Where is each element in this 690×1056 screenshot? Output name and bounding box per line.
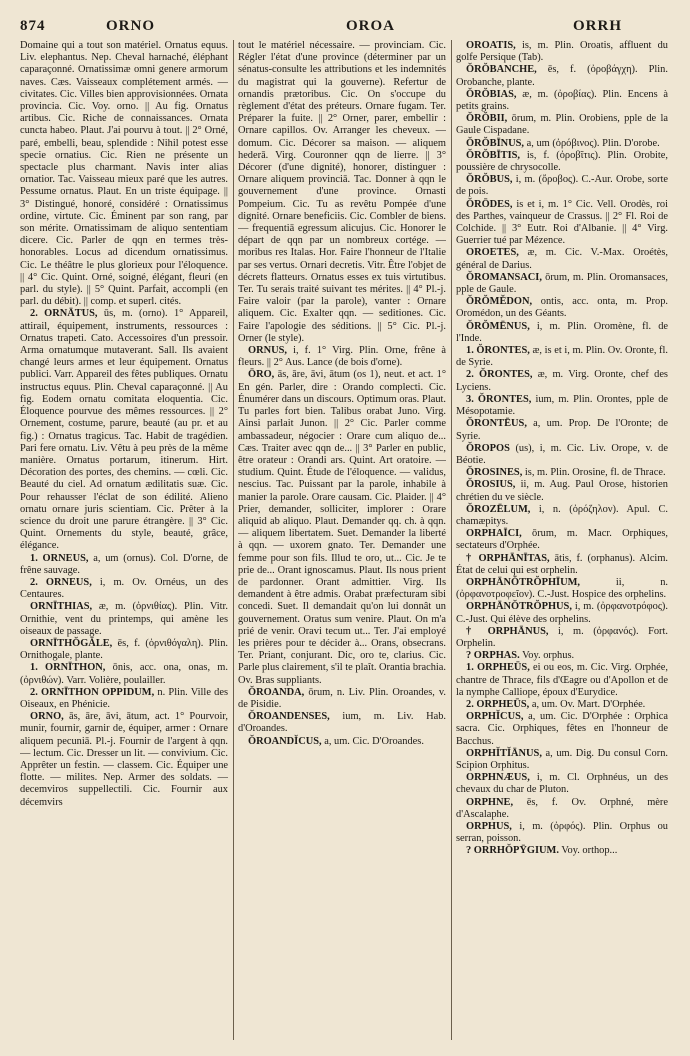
entry-headword: ORPHUS, (466, 821, 512, 832)
dictionary-entry (456, 845, 668, 857)
entry-headword: ŎRŎBII, (466, 113, 508, 125)
entry-headword: 2. ORNĀTUS, (30, 308, 98, 320)
columns (20, 40, 674, 1052)
dictionary-entry (20, 577, 228, 601)
entry-headword: ? ORRHŎPȲGIUM. (466, 845, 559, 857)
entry-definition: æ, m. (ὀρνιθίας). Plin. Vitr. Ornithie, vent du printemps, qui amène les oiseaux de passage. (20, 601, 228, 637)
dictionary-entry (20, 662, 228, 686)
entry-headword: ŎROANDĬCUS, (248, 735, 322, 747)
entry-headword: ŎRŌDES, (466, 198, 513, 210)
running-header (20, 14, 674, 36)
entry-definition: Voy. orphus. (522, 650, 575, 662)
dictionary-entry (238, 687, 446, 711)
entry-definition: i, m. Ov. Ornéus, un des Centaures. (20, 576, 228, 601)
entry-definition: ās, āre, āvi, ātum (os 1), neut. et act. 1° En gén. Parler, dire : Orando complecti. Cic. Énumérer dans un discours. Optimum oras. Plaut. Tu parles fort bien. Talibus orabat Juno. Virg. Ainsi parlait Junon. || 2° Cic. Parler comme ambassadeur, négocier : Orare cum aliquo de... Cæs. Traiter avec qqn de... || 3° Parler en public, être orateur : Orandi ars. Quint. Art oratoire. — studium. Quint. Étude de l'éloquence. — validus, nescius. Tac. Puissant par la parole, inhabile à manier la parole. Orare causam. Cic. Plaider. || 4° Prier, demander, solliciter, implorer : Orare aliquid ab aliquo. Plaut. Demander qq. ch. à qqn. — aliquem libertatem. Suet. Demander la liberté à qqn. — uxorem gnato. Ter. Demander une femme pour son fils. Illud te oro, ut... Cic. Je te prie de... Orant ignoscamus. Plaut. Ils nous prient de pardonner. Orant admittier. Virg. Ils demandent à être admis. Orabat præfecturam sibi concedi. Suet. Il demandait qu'on lui donnât un gouvernement. Oratus sum venire. Plaut. On m'a prié de venir. Oravi tecum ut... Ter. J'ai employé les prières pour te décider à... Orans, obsecrans. Ter. Priant, conjurant. Dic, oro te, clarius. Cic. Parle plus clairement, s'il te plaît. Orantia brachia. Ov. Bras suppliants. (238, 369, 446, 686)
entry-definition: ium, m. Plin. Orontes, pple de Mésopotamie. (456, 393, 668, 418)
entry-definition: n. Plin. Ville des Oiseaux, en Phénicie. (20, 686, 228, 710)
entry-definition: i, m. Plin. Oromène, fl. de l'Inde. (456, 320, 668, 344)
entry-definition: æ, m. Virg. Oronte, chef des Lyciens. (456, 369, 668, 393)
dictionary-entry (20, 711, 228, 809)
entry-headword: ORPHĀNŎTRŎPHUS, (466, 601, 572, 613)
entry-headword: ŎRONTĒUS, (466, 418, 527, 430)
dictionary-entry (456, 64, 668, 88)
header-center-guideword: OROA (346, 18, 395, 34)
entry-headword: ŎROANDA, (248, 686, 305, 698)
entry-headword: ŎROPOS (466, 442, 510, 454)
dictionary-entry (456, 748, 668, 772)
dictionary-entry (456, 199, 668, 248)
dictionary-entry (456, 577, 668, 601)
entry-headword: ŎRŎBANCHE, (466, 64, 537, 76)
entry-definition: ei ou eos, m. Cic. Virg. Orphée, chantre de Thrace, fils d'Œagre ou d'Apollon et de la nymphe Calliope, époux d'Eurydice. (456, 662, 668, 698)
dictionary-entry (456, 296, 668, 320)
dictionary-entry (20, 553, 228, 577)
dictionary-entry (456, 369, 668, 393)
entry-headword: ŎRŎBUS, (466, 174, 513, 186)
entry-headword: 2. ORNĪTHON OPPIDUM, (30, 686, 155, 698)
column-rule (451, 40, 452, 1040)
entry-headword: ŎROZĒLUM, (466, 503, 531, 515)
entry-headword: ORPHNE, (466, 796, 514, 808)
entry-definition: is, m. Plin. Oroatis, affluent du golfe Persique (Tab). (456, 40, 668, 64)
dictionary-entry (456, 662, 668, 699)
column-1 (20, 40, 228, 1052)
dictionary-entry (238, 345, 446, 369)
entry-headword: † ORPHĀNUS, (466, 625, 549, 637)
entry-headword: ORNUS, (248, 345, 287, 357)
entry-headword: ORPHNÆUS, (466, 772, 530, 784)
column-3 (456, 40, 668, 1052)
entry-headword: ORPHĬCUS, (466, 711, 524, 723)
dictionary-entry (238, 369, 446, 686)
entry-headword: 3. ŎRONTES, (466, 393, 532, 405)
entry-definition: æ, m. (ὀροβίας). Plin. Encens à petits grains. (456, 88, 668, 113)
dictionary-entry (456, 528, 668, 552)
entry-definition: i, m. Cl. Orphnéus, un des chevaux du char de Pluton. (456, 772, 668, 796)
entry-headword: 2. ŎRONTES, (466, 369, 533, 381)
entry-definition: a, um. Cic. D'Orphée : Orphica sacra. Cic. Orphiques, fêtes en l'honneur de Bacchus. (456, 711, 668, 747)
dictionary-entry (456, 321, 668, 345)
entry-definition: a, um. Prop. De l'Oronte; de Syrie. (456, 418, 668, 442)
header-right-guideword: ORRH (573, 18, 622, 34)
entry-headword: ORPHĬTĬĀNUS, (466, 747, 542, 759)
dictionary-entry (456, 601, 668, 625)
dictionary-entry (20, 308, 228, 552)
entry-definition: ōnis, acc. ona, onas, m. (ὀρνιθών). Varr. Volière, poulailler. (20, 662, 228, 686)
entry-definition: ēs, f. (ὀροβάγχη). Plin. Orobanche, plante. (456, 64, 668, 88)
dictionary-entry (456, 138, 668, 150)
dictionary-entry (456, 467, 668, 479)
entry-definition: i, m. (ὀρφανοτρόφος). C.-Just. Qui élève des orphelins. (456, 601, 668, 625)
entry-definition: i, f. 1° Virg. Plin. Orne, frêne à fleurs. || 2° Aus. Lance (de bois d'orne). (238, 345, 446, 369)
dictionary-entry (456, 479, 668, 503)
entry-definition: ēs, f. Ov. Orphné, mère d'Ascalaphe. (456, 796, 668, 820)
entry-definition: tout le matériel nécessaire. — provinciam. Cic. Régler l'état d'une province (déterminer par un sénatus-consulte les attributions et les indemnités du magistrat qui la gouverne). Refertur de ornandis prætoribus. Cic. On s'occupe du règlement d'état des préteurs. Ornare fugam. Ter. Préparer la fuite. || 2° Orner, parer, embellir : Ornare capillos. Ov. Arranger les cheveux. — domum. Cic. Décorer sa maison. — aliquem hederā. Virg. Couronner qqn de lierre. || 3° Décorer (d'une dignité), honorer, distinguer : Ornare aliquem provinciā. Tac. Donner à qqn le gouvernement d'une province. Ornasti Pompeium. Cic. Tu as revêtu Pompée d'une dignité. Ornare beneficiis. Cic. Combler de biens. — frequentiā egressum alicujus. Cic. Honorer le départ de qqn par un nombreux cortége. — moribus res Italas. Hor. Faire l'honneur de l'Italie par ses vertus. Ornari decretis. Vitr. Être l'objet de décrets flatteurs. Ornatus esses ex tuis virtutibus. Ter. Tu serais traité suivant tes mérites. || 4° Pl.-j. Faire valoir (par la parole), vanter : Ornare aliquem. Cic. Exalter qqn. — seditiones. Cic. Faire l'apologie des séditions. || 5° Cic. Pl.-j. Orner (le style). (238, 40, 446, 344)
entry-definition: i, n. (ὀρόζηλον). Apul. C. chamæpitys. (456, 503, 668, 527)
entry-headword: 1. ORPHEŪS, (466, 662, 530, 674)
entry-headword: OROETES, (466, 247, 519, 259)
dictionary-entry (238, 40, 446, 345)
entry-definition: ontis, acc. onta, m. Prop. Oromédon, un des Géants. (456, 296, 668, 320)
entry-definition: i, m. (ὀρφός). Plin. Orphus ou serran, poisson. (456, 821, 668, 845)
dictionary-entry (456, 394, 668, 418)
entry-definition: ōrum, m. Plin. Oromansaces, pple de Gaule. (456, 271, 668, 296)
entry-definition: æ, is et i, m. Plin. Ov. Oronte, fl. de Syrie. (456, 345, 668, 369)
dictionary-entry (456, 650, 668, 662)
dictionary-entry (238, 736, 446, 748)
entry-headword: ŎRŎBĪTIS, (466, 149, 520, 161)
entry-headword: ORNO, (30, 711, 64, 723)
dictionary-entry (456, 772, 668, 796)
entry-definition: is et i, m. 1° Cic. Vell. Orodès, roi des Parthes, vainqueur de Crassus. || 2° Fl. Roi de Colchide. || 3° Eutr. Roi d'Albanie. || 4° Virg. Guerrier tué par Mézence. (456, 198, 668, 247)
entry-headword: ORPHĀNŎTRŎPHĪUM, (466, 576, 581, 588)
dictionary-entry (456, 711, 668, 748)
dictionary-entry (456, 443, 668, 467)
entry-headword: † ORPHĀNĪTAS, (466, 552, 550, 564)
entry-definition: (us), i, m. Cic. Liv. Orope, v. de Béotie. (456, 442, 668, 466)
entry-definition: Domaine qui a tout son matériel. Ornatus equus. Liv. elephantus. Nep. Cheval harnaché, éléphant caparaçonné. Ornatissimæ omni genere armorum naves. Cæs. Vaisseaux complétement armés. — civitates. Cic. Villes bien approvisionnées. Ornata provincia. Cic. Voy. orno. || Au fig. Ornatus artibus. Cic. Riche de connaissances. Ornata cuncta habeo. Plaut. J'ai pourvu à tout. || 2° Orné, paré, embelli, beau, splendide : Nihil potest esse specie ornatius. Cic. Rien ne présente un spectacle plus charmant. Navis inter alias ornatior. Tac. Vaisseau mieux paré que les autres. Pessume ornatus. Plaut. En un triste équipage. || 3° Distingué, honoré, considéré : Ornatissimus ordine, virtute. Cic. Éminent par son rang, par son mérite. Ornatissimam de aliquo sententiam dicere. Cic. Parler de qqn en termes très-honorables. Locus ad dicendum ornatissimus. Cic. Le théâtre le plus glorieux pour l'éloquence. || 4° Cic. Quint. Orné, soigné, élégant, fleuri (en parl. du style). || 5° Quint. Parfait, accompli (en parl. du débit). || comp. et superl. cités. (20, 40, 228, 308)
entry-definition: is, m. Plin. Orosine, fl. de Thrace. (524, 467, 666, 479)
entry-headword: 2. ORPHEŪS, (466, 698, 530, 710)
entry-definition: ii, n. (ὀρφανοτροφεῖον). C.-Just. Hospice des orphelins. (456, 576, 668, 601)
entry-definition: is, f. (ὀροβῖτις). Plin. Orobite, poussière de chrysocolle. (456, 149, 668, 174)
entry-headword: ŎROMANSACI, (466, 271, 542, 283)
entry-definition: ii, m. Aug. Paul Orose, historien chrétien du ve siècle. (456, 479, 668, 503)
entry-definition: a, um (ὀρόβινος). Plin. D'orobe. (526, 137, 660, 149)
dictionary-entry (456, 247, 668, 271)
entry-definition: i, m. (ὄροβος). C.-Aur. Orobe, sorte de pois. (456, 174, 668, 198)
entry-definition: ōrum, m. Plin. Orobiens, pple de la Gaule Cispadane. (456, 113, 668, 137)
dictionary-entry (456, 174, 668, 198)
dictionary-entry (456, 699, 668, 711)
dictionary-entry (456, 821, 668, 845)
dictionary-entry (20, 601, 228, 638)
entry-definition: ūs, m. (orno). 1° Appareil, attirail, équipement, instruments, ressources : Ornatus trapeti. Cato. Accessoires d'un pressoir. Arma ornatumque mutaverant. Sall. Ils avaient changé leurs armes et leur équipement. Ornatus publici. Varr. Appareil des fêtes publiques. Ornatu instructus equus. Plin. Cheval caparaçonné. || Au fig. Eodem ornatu comitata eloquentia. Cic. Éloquence pourvue des mêmes ressources. || 2° Ornement, costume, parure, beauté (au pr. et au fig.) : Ornatus tragicus. Tac. Habit de tragédien. Pari fere ornatu. Liv. Vêtu à peu près de la même manière. Ornatus portarum, itinerum. Hirt. Décoration des portes, des chemins. — cœli. Cic. Beauté du ciel. Ad ornatum ædilitatis suæ. Cic. Pour rehausser l'éclat de son édilité. Alieno ornatu ornare juris scientiam. Cic. Prêter à la science du droit une parure étrangère. || 3° Cic. Quint. Ornements du style, beauté, grâce, élégance. (20, 308, 228, 552)
dictionary-entry (456, 89, 668, 113)
entry-headword: 2. ORNEUS, (30, 576, 92, 588)
entry-headword: ŎROSINES, (466, 467, 523, 479)
entry-headword: ? ORPHAS. (466, 650, 520, 662)
dictionary-entry (456, 150, 668, 174)
dictionary-entry (456, 345, 668, 369)
entry-headword: ŎRŎBIAS, (466, 88, 517, 100)
column-rule (233, 40, 234, 1040)
dictionary-entry (456, 553, 668, 577)
entry-definition: a, um. Ov. Mart. D'Orphée. (531, 698, 646, 710)
entry-definition: ās, āre, āvi, ātum, act. 1° Pourvoir, munir, fournir, garnir de, équiper, armer : Ornare aliquem pecuniā. Pl.-j. Fournir de l'argent à qqn. — lectum. Cic. Dresser un lit. — convivium. Cic. Apprêter un festin. — classem. Cic. Équiper une flotte. — milites. Nep. Armer des soldats. — decemviros suppellectili. Cic. Fournir aux décemvirs (20, 711, 228, 808)
page-number: 874 (20, 18, 46, 34)
dictionary-entry (456, 626, 668, 650)
entry-definition: a, um. Cic. D'Oroandes. (324, 735, 424, 747)
entry-headword: OROATIS, (466, 40, 516, 51)
entry-headword: 1. ORNĪTHON, (30, 662, 106, 674)
entry-definition: ēs, f. (ὀρνιθόγαλη). Plin. Ornithogale, plante. (20, 637, 228, 662)
entry-definition: ium, m. Liv. Hab. d'Oroandes. (238, 711, 446, 735)
dictionary-entry (456, 797, 668, 821)
dictionary-entry (456, 504, 668, 528)
entry-definition: a, um. Dig. Du consul Corn. Scipion Orphitus. (456, 747, 668, 771)
dictionary-entry (20, 638, 228, 662)
entry-headword: ŎROSIUS, (466, 479, 516, 491)
entry-definition: æ, m. Cic. V.-Max. Oroétès, général de Darius. (456, 247, 668, 271)
entry-definition: ātis, f. (orphanus). Alcim. État de celui qui est orphelin. (456, 552, 668, 576)
dictionary-entry (456, 113, 668, 137)
dictionary-entry (20, 687, 228, 711)
entry-headword: ŌRO, (248, 369, 275, 381)
dictionary-entry (20, 40, 228, 308)
dictionary-entry (456, 418, 668, 442)
entry-definition: a, um (ornus). Col. D'orne, de frêne sauvage. (20, 552, 228, 576)
entry-headword: ORPHAĪCI, (466, 528, 522, 540)
entry-headword: ŎRŎMĒNUS, (466, 320, 530, 332)
entry-definition: Voy. orthop... (561, 845, 618, 857)
entry-headword: ORNĪTHŎGĂLE, (30, 637, 113, 649)
entry-headword: 1. ŎRONTES, (466, 345, 530, 357)
entry-headword: ŎRŎMĔDON, (466, 296, 533, 308)
dictionary-entry (456, 40, 668, 64)
entry-headword: ORNĪTHIAS, (30, 601, 93, 613)
dictionary-entry (238, 711, 446, 735)
entry-definition: ōrum, m. Macr. Orphiques, sectateurs d'Orphée. (456, 528, 668, 552)
entry-headword: ŎRŎBĪNUS, (466, 137, 525, 149)
entry-headword: 1. ORNEUS, (30, 552, 89, 564)
entry-headword: ŎROANDENSES, (248, 711, 330, 723)
header-left-guideword: ORNO (106, 18, 155, 34)
column-2 (238, 40, 446, 1052)
entry-definition: ōrum, n. Liv. Plin. Oroandes, v. de Pisidie. (238, 686, 446, 710)
dictionary-entry (456, 272, 668, 296)
entry-definition: i, m. (ὀρφανός). Fort. Orphelin. (456, 625, 668, 649)
